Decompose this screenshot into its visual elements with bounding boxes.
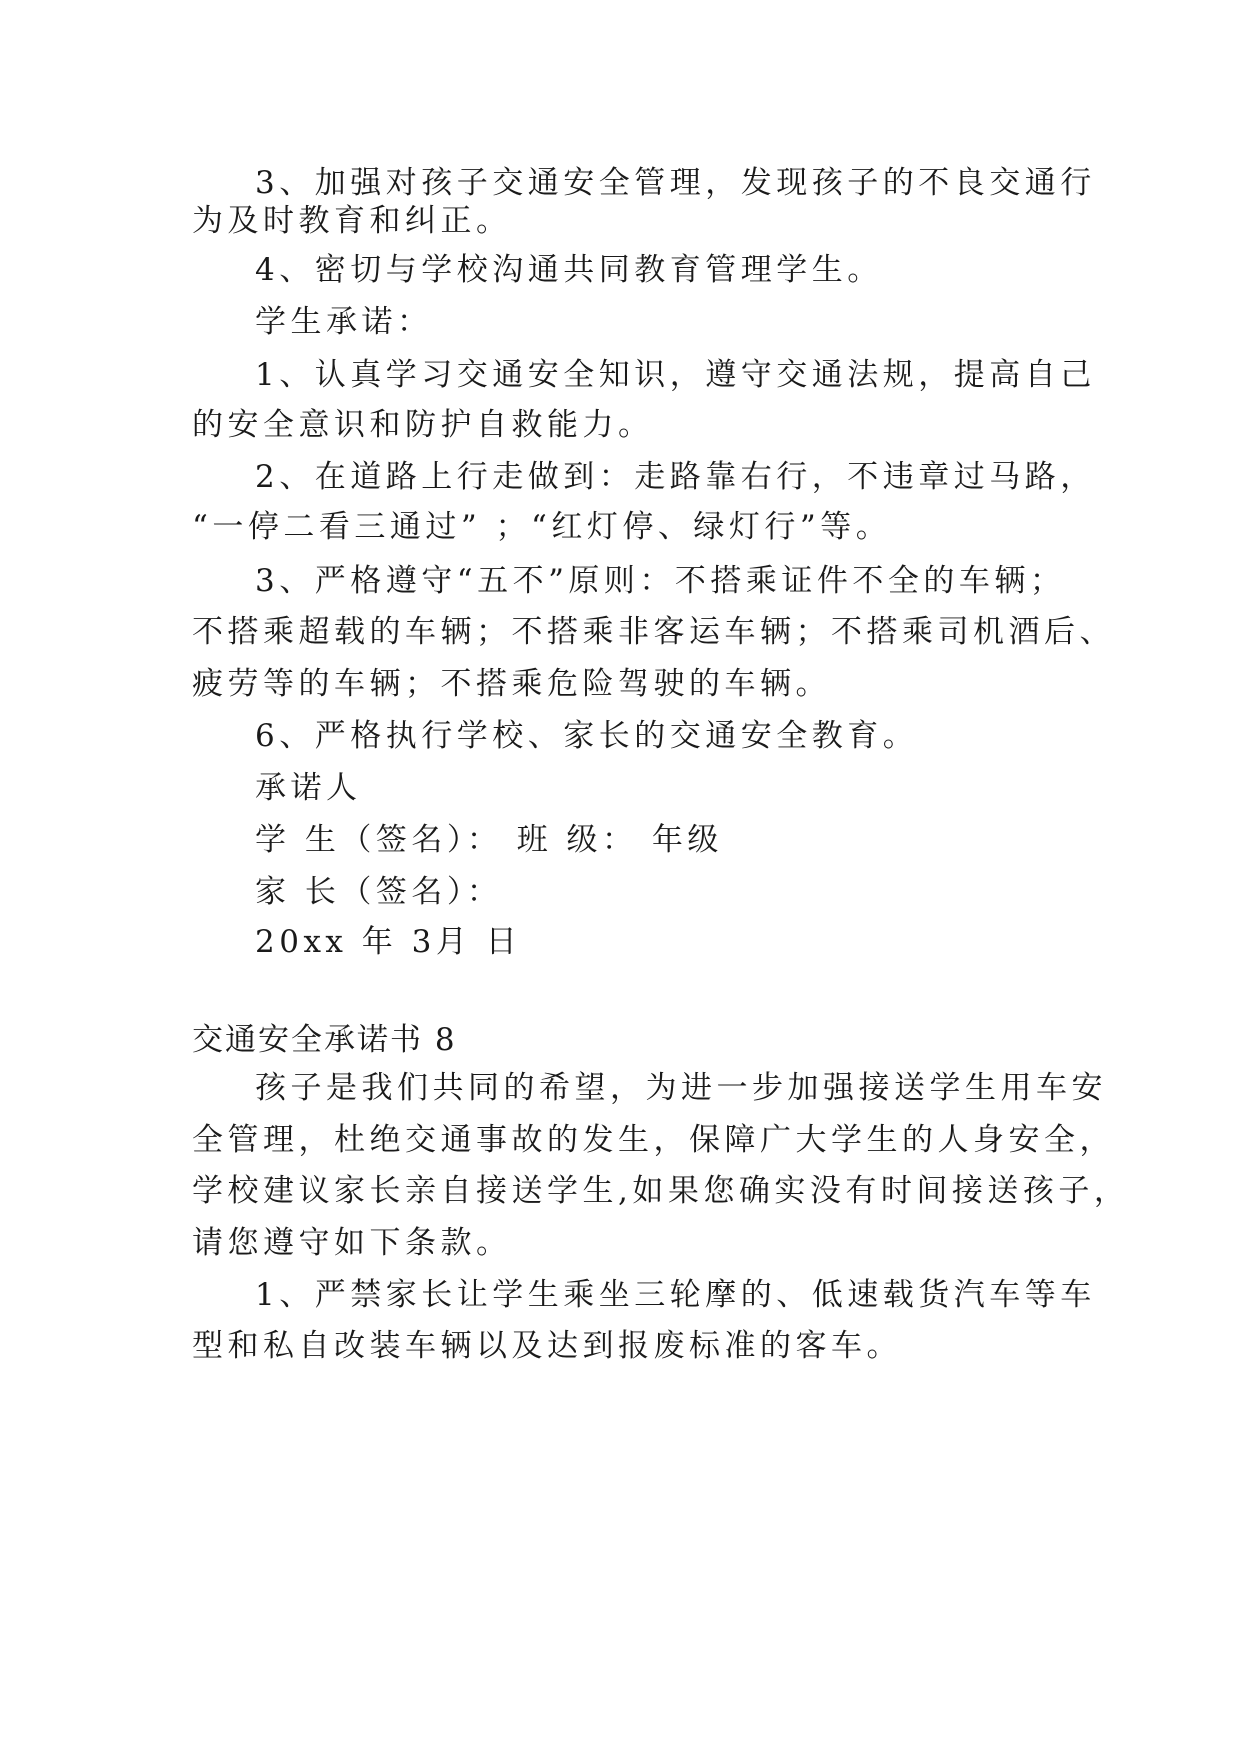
parent-signature-line: 家 长（签名）： <box>255 874 503 910</box>
intro-line-3: 学校建议家长亲自接送学生,如果您确实没有时间接送孩子， <box>192 1173 1130 1209</box>
student-item-3-line-2: 不搭乘超载的车辆；不搭乘非客运车辆；不搭乘司机酒后、 <box>192 614 1115 650</box>
intro-line-2: 全管理，杜绝交通事故的发生，保障广大学生的人身安全， <box>192 1122 1115 1158</box>
student-item-2-line-1: 2、在道路上行走做到：走路靠右行，不违章过马路， <box>255 459 1096 495</box>
paragraph-4: 4、密切与学校沟通共同教育管理学生。 <box>255 252 883 288</box>
clause-1-line-2: 型和私自改装车辆以及达到报废标准的客车。 <box>192 1328 902 1364</box>
clause-1-line-1: 1、严禁家长让学生乘坐三轮摩的、低速载货汽车等车 <box>255 1277 1096 1313</box>
student-item-1-line-1: 1、认真学习交通安全知识，遵守交通法规，提高自己 <box>255 357 1096 393</box>
student-pledge-heading: 学生承诺： <box>255 304 433 340</box>
student-item-1-line-2: 的安全意识和防护自救能力。 <box>192 407 654 443</box>
promiser-label: 承诺人 <box>255 770 362 806</box>
student-item-3-line-3: 疲劳等的车辆；不搭乘危险驾驶的车辆。 <box>192 666 831 702</box>
intro-line-4: 请您遵守如下条款。 <box>192 1225 512 1261</box>
intro-line-1: 孩子是我们共同的希望，为进一步加强接送学生用车安 <box>255 1070 1107 1106</box>
section-8-title: 交通安全承诺书 8 <box>192 1022 457 1058</box>
student-item-6: 6、严格执行学校、家长的交通安全教育。 <box>255 718 919 754</box>
student-signature-line: 学 生（签名）： 班 级： 年级 <box>255 822 723 858</box>
paragraph-3-line-2: 为及时教育和纠正。 <box>192 203 512 239</box>
paragraph-3-line-1: 3、加强对孩子交通安全管理，发现孩子的不良交通行 <box>255 165 1096 201</box>
date-line: 20xx 年 3月 日 <box>255 924 522 960</box>
student-item-3-line-1: 3、严格遵守“五不”原则：不搭乘证件不全的车辆； <box>255 563 1066 599</box>
student-item-2-line-2: “一停二看三通过” ；“红灯停、绿灯行”等。 <box>192 509 892 545</box>
